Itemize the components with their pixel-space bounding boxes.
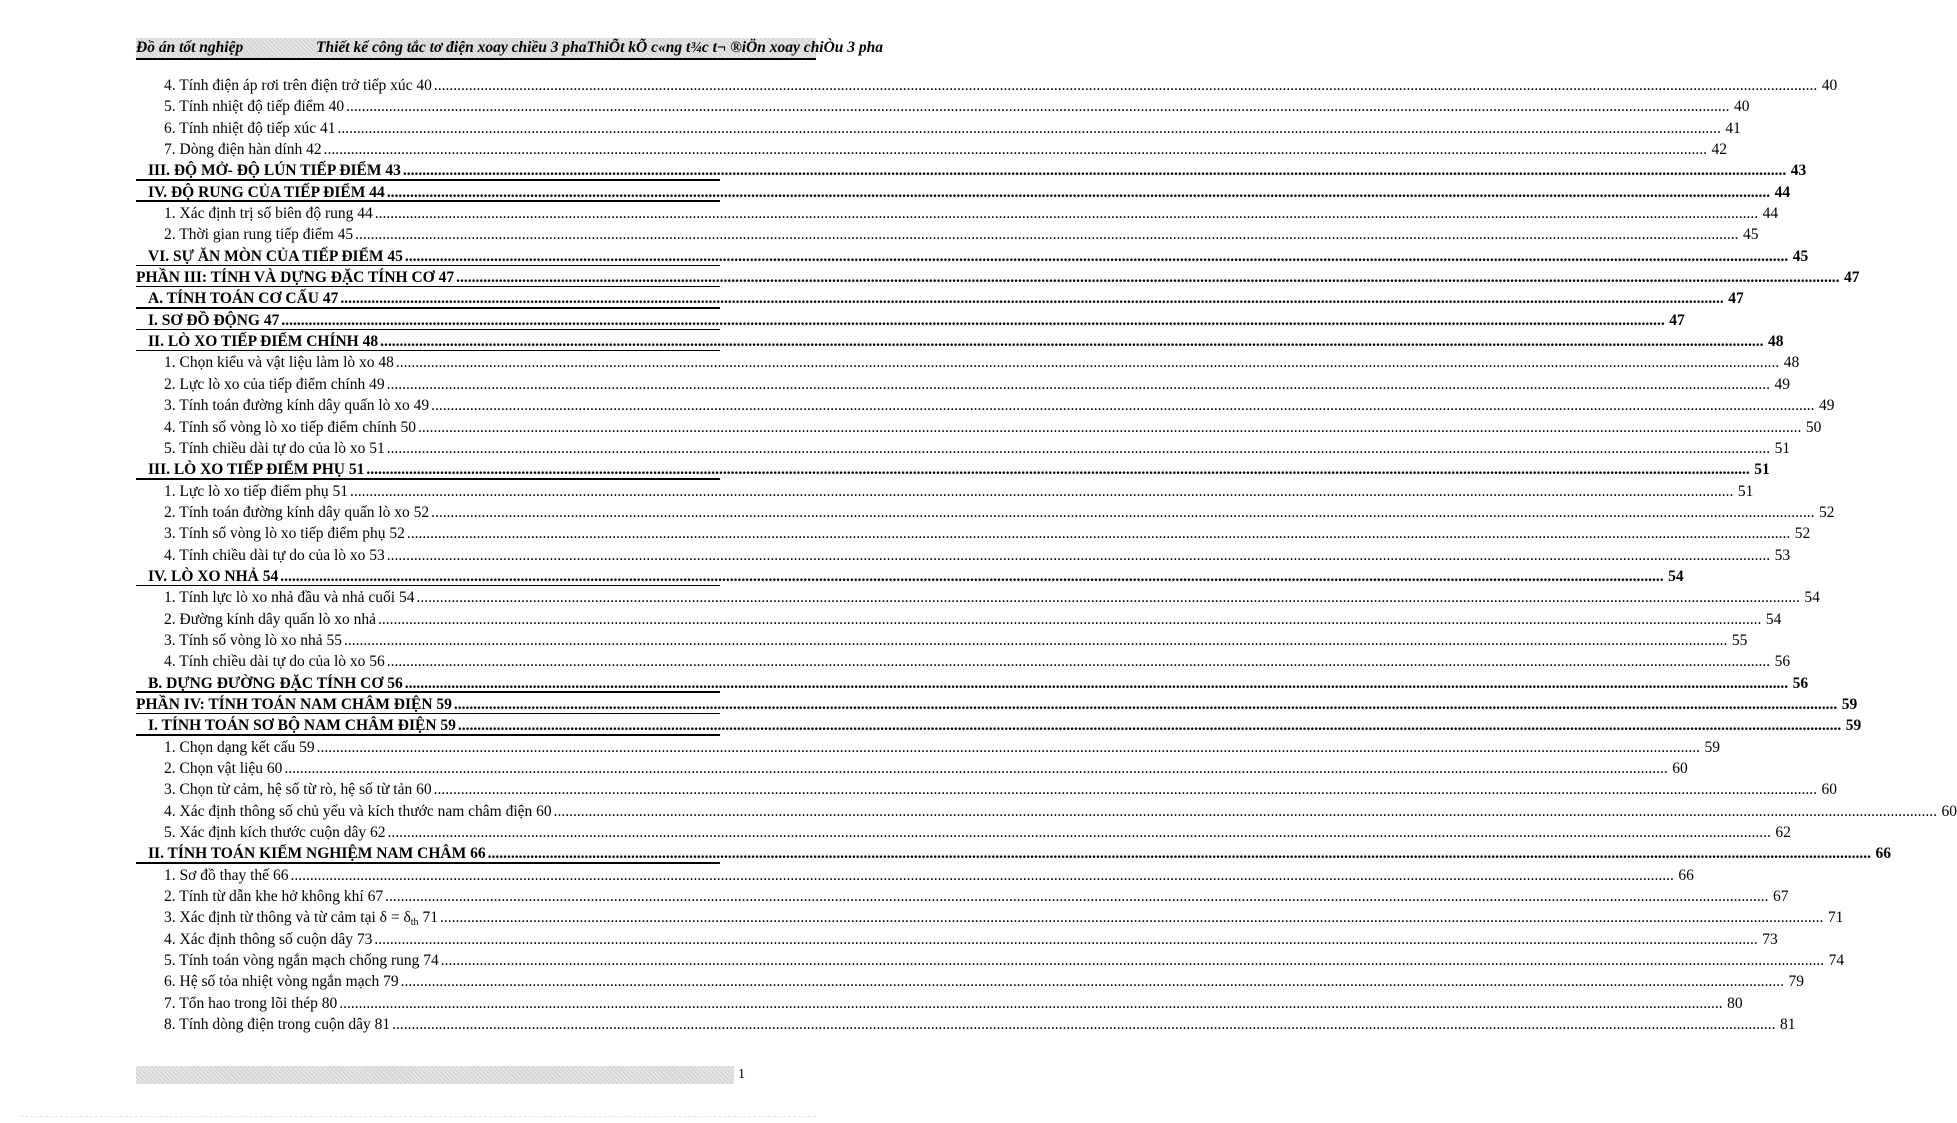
leader-dots bbox=[380, 331, 1763, 352]
toc-part-entry[interactable] bbox=[136, 267, 1860, 288]
toc-entry[interactable] bbox=[136, 758, 1688, 779]
toc-entry[interactable] bbox=[136, 481, 1754, 502]
leader-dots bbox=[387, 651, 1770, 672]
toc-entry-label: 4. Xác định thông số cuộn dây 73 bbox=[164, 930, 373, 948]
toc-entry-label: PHẦN III: TÍNH VÀ DỰNG ĐẶC TÍNH CƠ 47 bbox=[136, 269, 455, 287]
toc-entry-label: B. DỰNG ĐƯỜNG ĐẶC TÍNH CƠ 56 bbox=[148, 674, 403, 692]
leader-dots bbox=[401, 971, 1784, 992]
toc-section-entry[interactable] bbox=[136, 288, 1744, 309]
toc-entry-page: 55 bbox=[1731, 631, 1748, 649]
leader-dots bbox=[344, 630, 1727, 651]
toc-section-entry[interactable] bbox=[136, 182, 1791, 203]
toc-entry-label: 5. Xác định kích thước cuộn dây 62 bbox=[164, 824, 386, 842]
leader-dots bbox=[392, 1014, 1775, 1035]
toc-entry-label: 4. Xác định thông số chủ yếu và kích thước nam châm điện 60 bbox=[164, 802, 552, 820]
toc-entry-page: 40 bbox=[1821, 77, 1838, 94]
toc-entry-page: 41 bbox=[1725, 119, 1741, 137]
toc-section-entry[interactable] bbox=[136, 331, 1784, 352]
leader-dots bbox=[434, 779, 1817, 800]
toc-entry[interactable] bbox=[136, 737, 1721, 758]
toc-entry-label: A. TÍNH TOÁN CƠ CẤU 47 bbox=[148, 290, 339, 308]
toc-entry-label: 2. Chọn vật liệu 60 bbox=[164, 760, 283, 777]
leader-dots bbox=[441, 950, 1824, 971]
toc-entry-page: 52 bbox=[1794, 525, 1811, 543]
leader-dots bbox=[374, 929, 1757, 950]
leader-dots bbox=[317, 737, 1700, 758]
footer-page-number: 1 bbox=[738, 1067, 745, 1082]
toc-entry-label: III. LÒ XO TIẾP ĐIỂM PHỤ 51 bbox=[148, 461, 365, 479]
toc-section-entry[interactable] bbox=[136, 566, 1684, 587]
leader-dots bbox=[440, 907, 1823, 928]
toc-section-entry[interactable] bbox=[136, 673, 1809, 694]
toc-entry-label: 4. Tính điện áp rơi trên điện trở tiếp xúc 40 bbox=[164, 77, 432, 94]
toc-entry[interactable] bbox=[136, 907, 1844, 929]
toc-section-entry[interactable] bbox=[136, 310, 1685, 331]
toc-entry-page: 79 bbox=[1788, 973, 1804, 991]
leader-dots bbox=[431, 502, 1814, 523]
toc-entry[interactable] bbox=[136, 352, 1800, 373]
toc-entry-label: III. ĐỘ MỞ- ĐỘ LÚN TIẾP ĐIỂM 43 bbox=[148, 162, 401, 180]
toc-entry-label: 2. Thời gian rung tiếp điểm 45 bbox=[164, 226, 354, 244]
toc-entry-label-post: 71 bbox=[418, 909, 438, 927]
toc-entry-page: 80 bbox=[1727, 994, 1743, 1012]
leader-dots bbox=[396, 352, 1779, 373]
toc-entry[interactable] bbox=[136, 630, 1748, 651]
toc-entry-page: 56 bbox=[1792, 674, 1809, 692]
toc-entry-label: 6. Tính nhiệt độ tiếp xúc 41 bbox=[164, 119, 336, 137]
toc-entry-page: 66 bbox=[1678, 866, 1694, 884]
toc-entry[interactable] bbox=[136, 1014, 1796, 1035]
toc-entry-label: VI. SỰ ĂN MÒN CỦA TIẾP ĐIỂM 45 bbox=[148, 247, 403, 265]
toc-entry-page: 51 bbox=[1774, 439, 1791, 457]
toc-entry-label: I. SƠ ĐỒ ĐỘNG 47 bbox=[148, 311, 280, 329]
header-rule bbox=[136, 58, 816, 60]
toc-entry-page: 74 bbox=[1828, 952, 1845, 970]
header-right-title: Thiết kế công tắc tơ điện xoay chiều 3 phaThiÕt kÕ c«ng t¾c t¬ ®iÖn xoay chiÒu 3 pha bbox=[316, 39, 884, 56]
toc-entry-label: 3. Tính số vòng lò xo tiếp điểm phụ 52 bbox=[164, 525, 405, 543]
leader-dots bbox=[407, 523, 1790, 544]
toc-section-entry[interactable] bbox=[136, 715, 1862, 736]
toc-entry-page: 40 bbox=[1733, 98, 1750, 116]
toc-entry[interactable] bbox=[136, 417, 1822, 438]
toc-entry[interactable] bbox=[136, 865, 1694, 886]
toc-entry-label: 1. Xác định trị số biên độ rung 44 bbox=[164, 205, 373, 223]
toc-entry[interactable] bbox=[136, 822, 1791, 843]
toc-entry[interactable] bbox=[136, 950, 1845, 971]
leader-dots bbox=[340, 288, 1723, 309]
toc-entry-label: 5. Tính chiều dài tự do của lò xo 51 bbox=[164, 439, 385, 457]
toc-entry[interactable] bbox=[136, 545, 1791, 566]
toc-entry-page: 49 bbox=[1774, 375, 1790, 393]
toc-entry-page: 48 bbox=[1783, 354, 1800, 372]
toc-entry-label-subscript: th bbox=[410, 917, 419, 929]
toc-entry[interactable] bbox=[136, 971, 1804, 992]
leader-dots bbox=[403, 160, 1786, 181]
page-footer bbox=[136, 1066, 745, 1086]
toc-entry-label: IV. LÒ XO NHẢ 54 bbox=[148, 567, 279, 585]
toc-entry-label: 1. Chọn kiểu và vật liệu làm lò xo 48 bbox=[164, 354, 394, 372]
header-left-title: Đồ án tốt nghiệp bbox=[136, 39, 244, 56]
leader-dots bbox=[434, 75, 1817, 96]
leader-dots bbox=[337, 118, 1720, 139]
toc-entry[interactable] bbox=[136, 438, 1791, 459]
toc-entry-page: 48 bbox=[1767, 333, 1784, 351]
toc-entry[interactable] bbox=[136, 502, 1835, 523]
toc-entry-page: 42 bbox=[1711, 141, 1727, 159]
toc-entry-page: 60 bbox=[1941, 802, 1957, 820]
toc-entry-label: 2. Đường kính dây quấn lò xo nhả bbox=[164, 610, 377, 628]
leader-dots bbox=[290, 865, 1673, 886]
leader-dots bbox=[387, 182, 1770, 203]
toc-section-entry[interactable] bbox=[136, 459, 1770, 480]
toc-entry-page: 47 bbox=[1669, 311, 1685, 329]
toc-entry-label: 1. Chọn dạng kết cấu 59 bbox=[164, 738, 315, 756]
toc-entry-page: 59 bbox=[1704, 738, 1721, 756]
leader-dots bbox=[280, 566, 1663, 587]
leader-dots bbox=[387, 438, 1770, 459]
toc-entry-page: 56 bbox=[1774, 653, 1791, 671]
leader-dots bbox=[378, 609, 1761, 630]
toc-entry-page: 52 bbox=[1819, 503, 1835, 521]
leader-dots bbox=[418, 417, 1801, 438]
toc-entry-page: 43 bbox=[1790, 162, 1807, 180]
toc-entry-label: 4. Tính số vòng lò xo tiếp điểm chính 50 bbox=[164, 418, 417, 436]
leader-dots bbox=[346, 96, 1729, 117]
toc-entry-page: 51 bbox=[1737, 482, 1754, 500]
toc-section-entry[interactable] bbox=[136, 160, 1807, 181]
toc-entry-label: II. TÍNH TOÁN KIỂM NGHIỆM NAM CHÂM 66 bbox=[148, 845, 486, 863]
toc-section-entry[interactable] bbox=[136, 843, 1891, 864]
toc-entry-page: 81 bbox=[1780, 1016, 1796, 1034]
leader-dots bbox=[324, 139, 1707, 160]
toc-entry-label: 4. Tính chiều dài tự do của lò xo 56 bbox=[164, 653, 385, 671]
leader-dots bbox=[375, 203, 1758, 224]
footer-shading bbox=[136, 1066, 734, 1084]
toc-entry-page: 49 bbox=[1819, 397, 1835, 415]
leader-dots bbox=[456, 267, 1839, 288]
leader-dots bbox=[350, 481, 1733, 502]
toc-entry-page: 54 bbox=[1765, 610, 1782, 628]
toc-entry-label: 6. Hệ số tỏa nhiệt vòng ngắn mạch 79 bbox=[164, 973, 399, 991]
toc-part-entry[interactable] bbox=[136, 694, 1858, 715]
leader-dots bbox=[458, 715, 1841, 736]
toc-entry-page: 71 bbox=[1827, 909, 1844, 927]
toc-entry-label: 1. Tính lực lò xo nhả đầu và nhả cuối 54 bbox=[164, 589, 415, 607]
leader-dots bbox=[281, 310, 1664, 331]
toc-entry-page: 67 bbox=[1772, 888, 1789, 906]
toc-entry-page: 51 bbox=[1754, 461, 1770, 479]
toc-entry-page: 60 bbox=[1672, 760, 1688, 777]
leader-dots bbox=[387, 545, 1770, 566]
toc-entry-label: 7. Dòng điện hàn dính 42 bbox=[164, 141, 322, 159]
toc-entry[interactable] bbox=[136, 801, 1957, 822]
toc-entry-label: 7. Tổn hao trong lõi thép 80 bbox=[164, 994, 338, 1012]
table-of-contents bbox=[136, 75, 1957, 1035]
leader-dots bbox=[339, 993, 1722, 1014]
toc-entry-label: 3. Chọn từ cảm, hệ số từ rò, hệ số từ tản 60 bbox=[164, 781, 432, 799]
toc-entry-label: 4. Tính chiều dài tự do của lò xo 53 bbox=[164, 546, 385, 564]
toc-entry-page: 53 bbox=[1774, 546, 1791, 564]
toc-entry-page: 60 bbox=[1821, 781, 1837, 799]
toc-entry[interactable] bbox=[136, 96, 1750, 117]
leader-dots bbox=[284, 758, 1667, 779]
toc-entry-label-pre: 3. Xác định từ thông và từ cảm tại δ = δ bbox=[164, 909, 411, 927]
leader-dots bbox=[405, 246, 1788, 267]
page-bottom-divider bbox=[20, 1116, 816, 1117]
leader-dots bbox=[416, 587, 1799, 608]
toc-entry-label: 8. Tính dòng điện trong cuộn dây 81 bbox=[164, 1016, 391, 1034]
toc-entry-label: 1. Sơ đồ thay thế 66 bbox=[164, 866, 289, 884]
leader-dots bbox=[454, 694, 1837, 715]
toc-entry-page: 50 bbox=[1805, 418, 1822, 436]
toc-entry-label: 3. Tính toán đường kính dây quấn lò xo 49 bbox=[164, 397, 430, 415]
toc-entry[interactable] bbox=[136, 886, 1789, 907]
toc-entry[interactable] bbox=[136, 929, 1778, 950]
toc-entry[interactable] bbox=[136, 139, 1727, 160]
toc-entry-page: 45 bbox=[1792, 247, 1809, 265]
toc-entry-page: 47 bbox=[1843, 269, 1860, 287]
leader-dots bbox=[488, 843, 1871, 864]
toc-entry-label: 2. Tính từ dẫn khe hở không khí 67 bbox=[164, 888, 384, 906]
leader-dots bbox=[387, 374, 1770, 395]
toc-entry[interactable] bbox=[136, 523, 1811, 544]
toc-entry-label: PHẦN IV: TÍNH TOÁN NAM CHÂM ĐIỆN 59 bbox=[136, 695, 452, 713]
toc-entry-page: 54 bbox=[1668, 567, 1684, 585]
toc-entry[interactable] bbox=[136, 374, 1790, 395]
toc-entry-label: 5. Tính toán vòng ngắn mạch chống rung 74 bbox=[164, 952, 439, 970]
leader-dots bbox=[431, 395, 1814, 416]
toc-entry-label: 3. Tính số vòng lò xo nhả 55 bbox=[164, 631, 342, 649]
toc-entry-label: 2. Tính toán đường kính dây quấn lò xo 52 bbox=[164, 503, 430, 521]
toc-section-entry[interactable] bbox=[136, 246, 1809, 267]
toc-entry-page: 59 bbox=[1845, 717, 1862, 735]
toc-entry-page: 59 bbox=[1841, 695, 1858, 713]
toc-entry[interactable] bbox=[136, 609, 1782, 630]
toc-entry[interactable] bbox=[136, 224, 1759, 245]
toc-entry[interactable] bbox=[136, 651, 1791, 672]
toc-entry-label: IV. ĐỘ RUNG CỦA TIẾP ĐIỂM 44 bbox=[148, 183, 385, 201]
toc-entry-label: 2. Lực lò xo của tiếp điểm chính 49 bbox=[164, 375, 385, 393]
toc-entry-label: I. TÍNH TOÁN SƠ BỘ NAM CHÂM ĐIỆN 59 bbox=[148, 717, 456, 735]
toc-entry-label: II. LÒ XO TIẾP ĐIỂM CHÍNH 48 bbox=[148, 333, 379, 351]
leader-dots bbox=[405, 673, 1788, 694]
toc-entry-label: 1. Lực lò xo tiếp điểm phụ 51 bbox=[164, 482, 349, 500]
leader-dots bbox=[388, 822, 1771, 843]
toc-entry-page: 73 bbox=[1762, 930, 1778, 948]
toc-entry[interactable] bbox=[136, 993, 1743, 1014]
toc-entry[interactable] bbox=[136, 779, 1837, 800]
toc-entry[interactable] bbox=[136, 75, 1838, 96]
toc-entry-page: 62 bbox=[1775, 824, 1791, 842]
toc-entry-label: 5. Tính nhiệt độ tiếp điểm 40 bbox=[164, 98, 345, 116]
leader-dots bbox=[355, 224, 1738, 245]
toc-entry-page: 44 bbox=[1774, 183, 1791, 201]
page-header bbox=[136, 38, 884, 60]
toc-entry-page: 45 bbox=[1743, 226, 1759, 244]
toc-entry-page: 47 bbox=[1728, 290, 1744, 308]
toc-entry-page: 54 bbox=[1804, 589, 1820, 607]
toc-entry[interactable] bbox=[136, 118, 1741, 139]
toc-entry[interactable] bbox=[136, 587, 1820, 608]
toc-entry[interactable] bbox=[136, 395, 1835, 416]
leader-dots bbox=[385, 886, 1768, 907]
leader-dots bbox=[366, 459, 1749, 480]
toc-entry-page: 44 bbox=[1762, 205, 1779, 223]
toc-entry-page: 66 bbox=[1875, 845, 1891, 863]
leader-dots bbox=[554, 801, 1937, 822]
header-text bbox=[136, 38, 884, 58]
toc-entry[interactable] bbox=[136, 203, 1779, 224]
